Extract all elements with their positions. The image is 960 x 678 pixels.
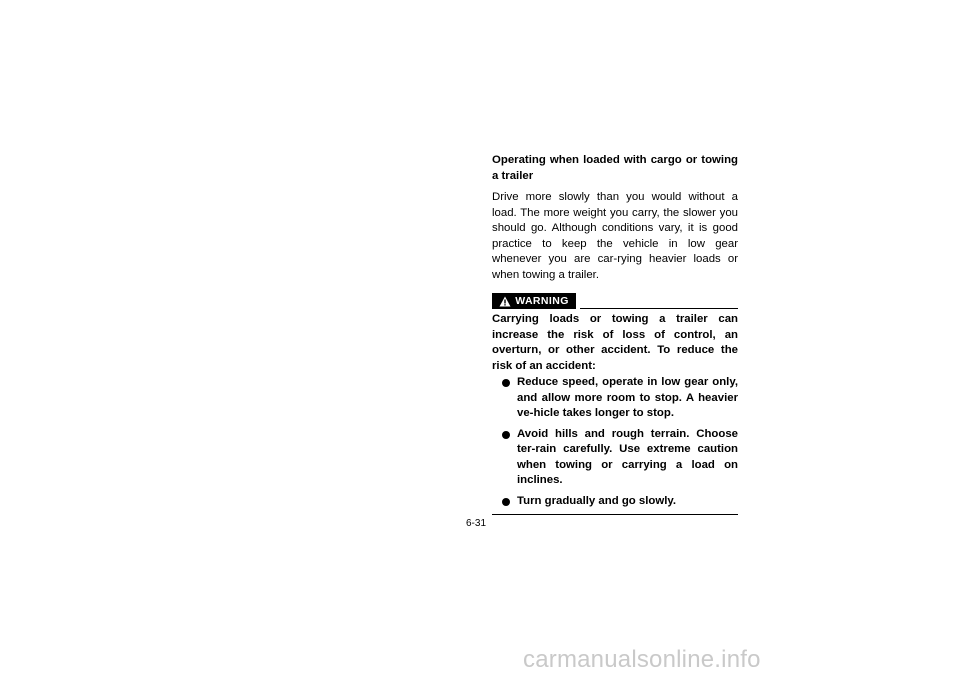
bullet-icon bbox=[502, 431, 510, 439]
list-item bbox=[492, 375, 738, 422]
warning-text: Carrying loads or towing a trailer can increase the risk of loss of control, an overturn, or other accident. To reduce the risk of an accident: bbox=[492, 313, 738, 372]
page-number: 6-31 bbox=[466, 518, 487, 529]
list-item bbox=[492, 427, 738, 489]
warning-triangle-icon bbox=[499, 296, 511, 307]
warning-badge bbox=[492, 293, 576, 309]
warning-label: WARNING bbox=[515, 295, 569, 307]
section-heading: Operating when loaded with cargo or towing a trailer bbox=[492, 154, 738, 182]
watermark: carmanualsonline.info bbox=[523, 646, 761, 673]
bullet-text: Reduce speed, operate in low gear only, and allow more room to stop. A heavier ve-hicle takes longer to stop. bbox=[517, 376, 738, 419]
list-item bbox=[492, 494, 738, 510]
bullet-text: Turn gradually and go slowly. bbox=[517, 494, 677, 507]
manual-text-column bbox=[492, 153, 738, 515]
bullet-icon bbox=[502, 379, 510, 387]
bullet-text: Avoid hills and rough terrain. Choose ter-rain carefully. Use extreme caution when towing or carrying a load on inclines. bbox=[517, 427, 738, 486]
section-paragraph: Drive more slowly than you would without a load. The more weight you carry, the slower you should go. Although conditions vary, it is good practice to keep the vehicle in low gear whenever you are car-rying heavier loads or when towing a trailer. bbox=[492, 191, 738, 281]
warning-header bbox=[492, 293, 738, 310]
warning-end-rule bbox=[492, 514, 738, 515]
warning-bullet-list bbox=[492, 375, 738, 509]
warning-header-rule bbox=[580, 308, 738, 309]
bullet-icon bbox=[502, 498, 510, 506]
